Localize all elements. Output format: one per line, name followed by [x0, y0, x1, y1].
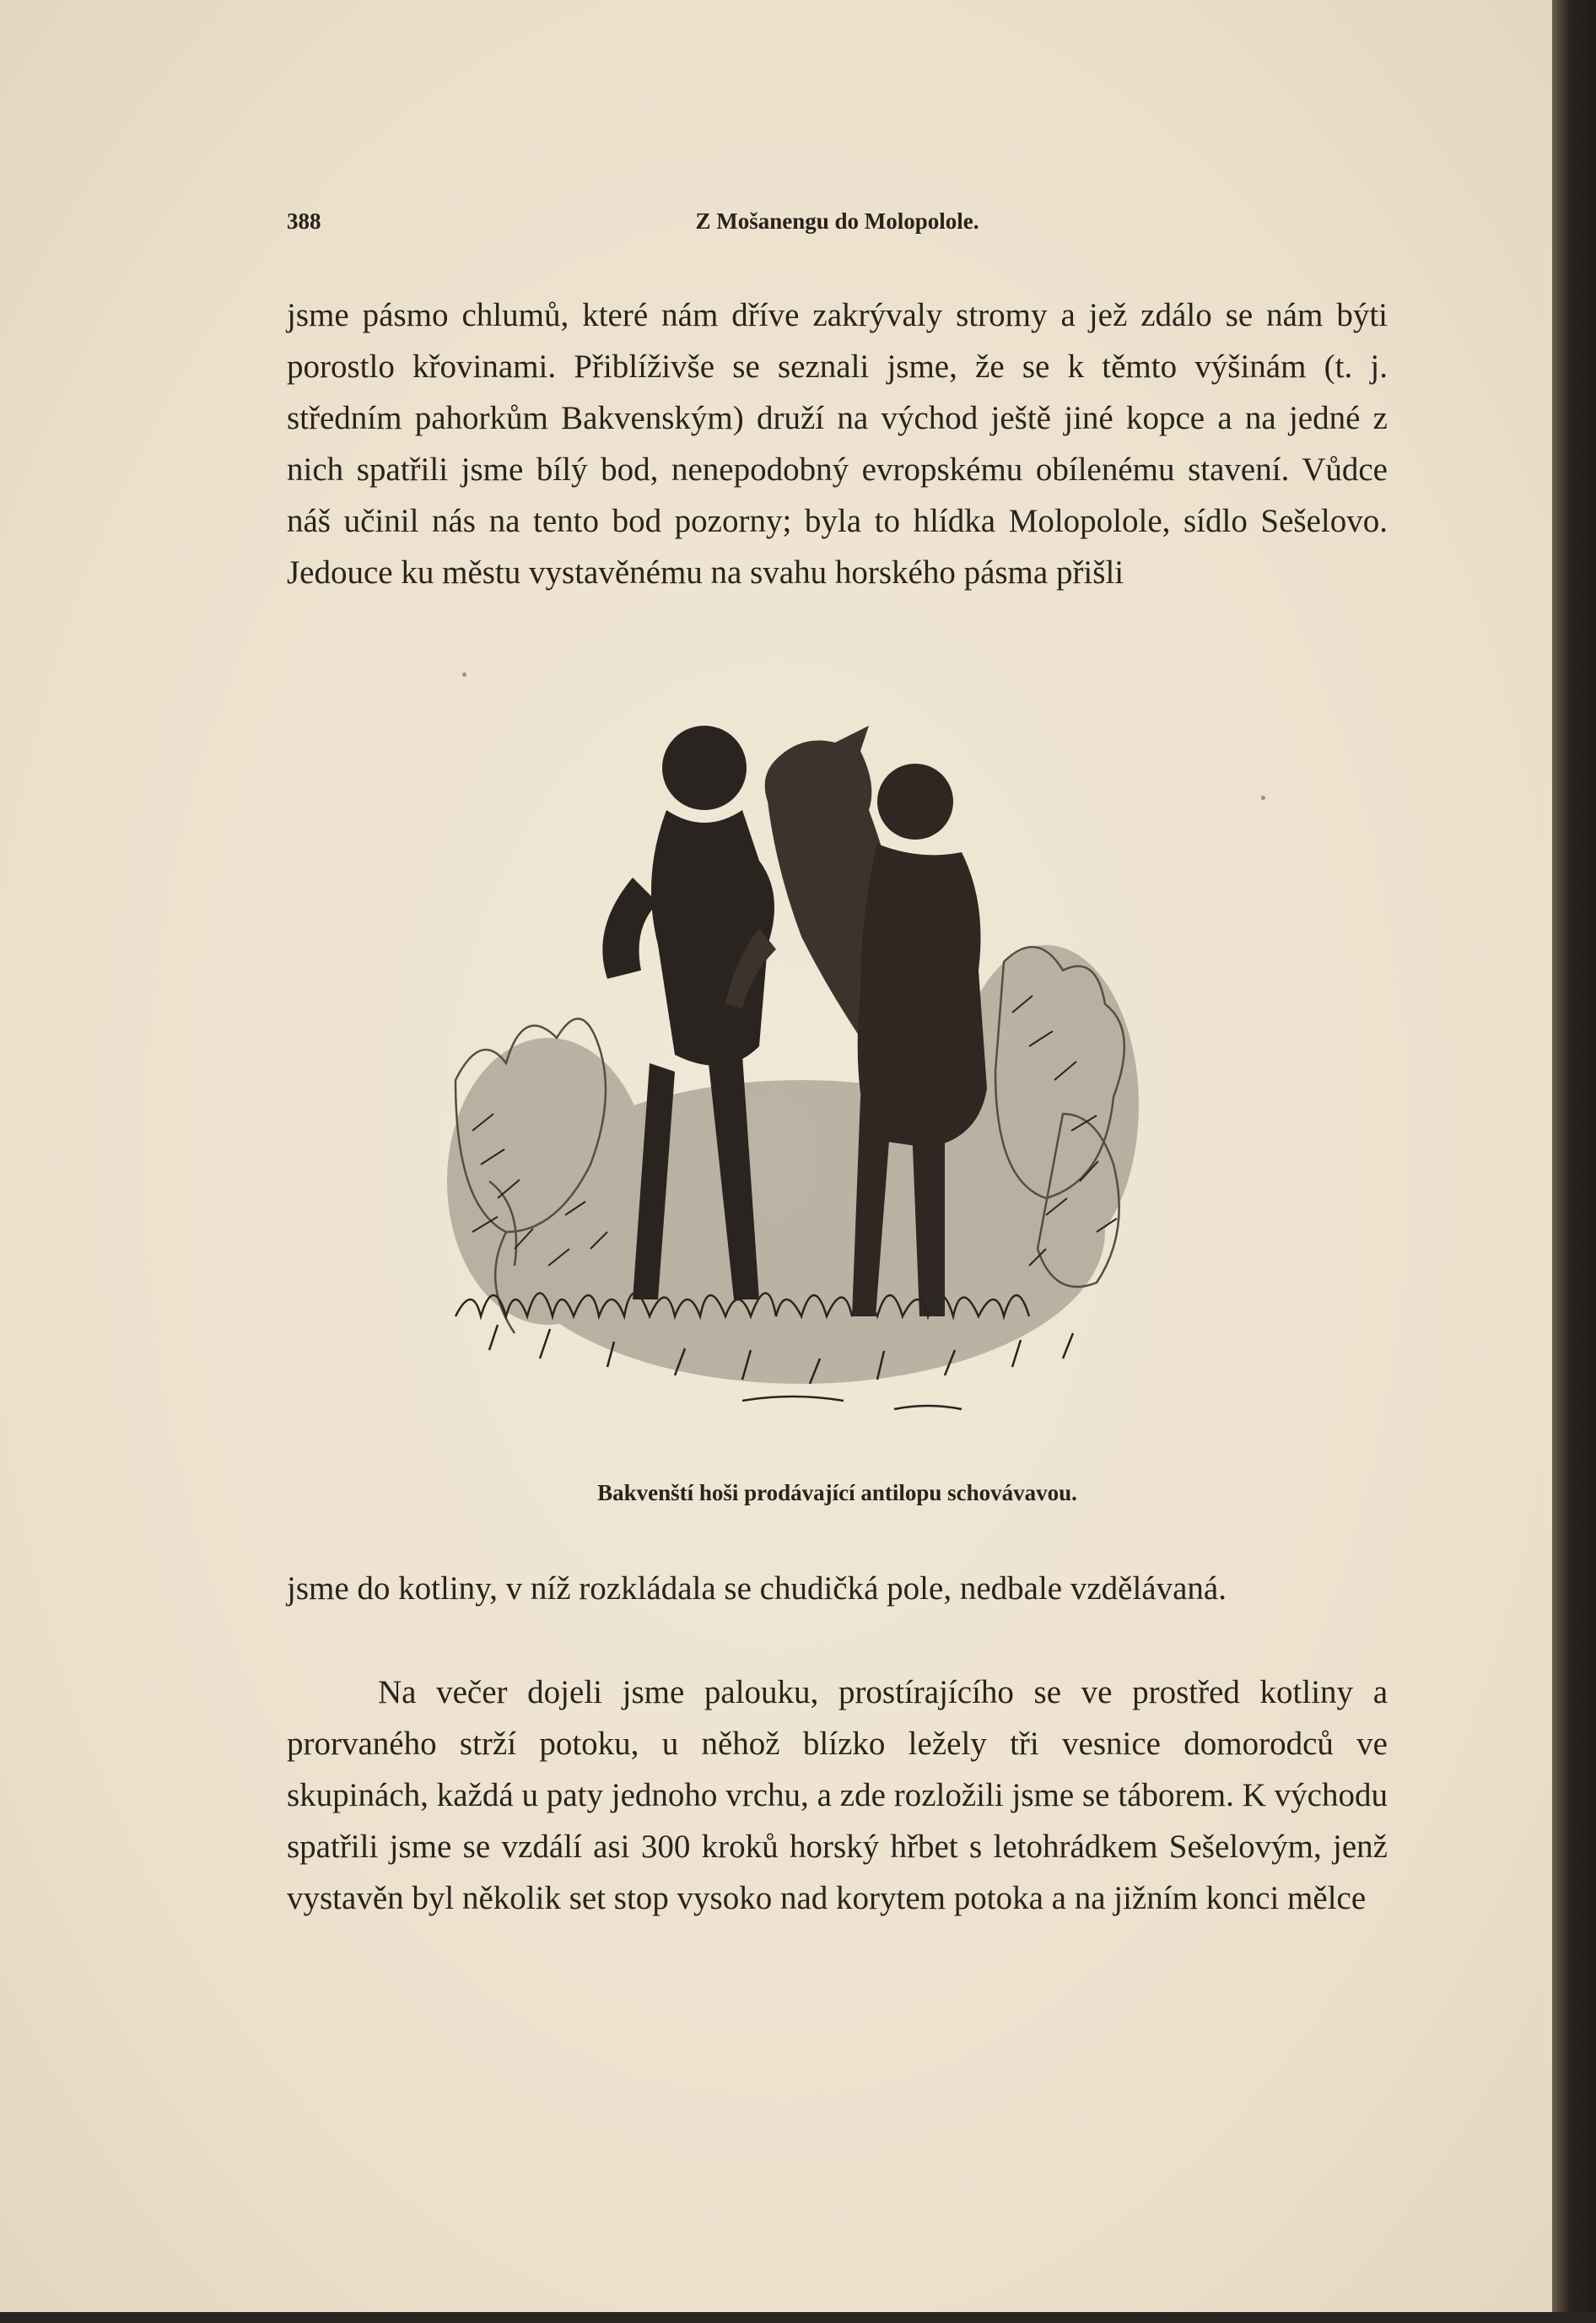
book-spine-edge	[1552, 0, 1596, 2323]
bush-shading	[447, 945, 1139, 1384]
running-title: Z Mošanengu do Molopolole.	[695, 208, 979, 234]
figure-caption: Bakvenští hoši prodávající antilopu schovávavou.	[597, 1480, 1077, 1505]
paragraph-2: jsme do kotliny, v níž rozkládala se chudičká pole, nedbale vzdělávaná.	[287, 1570, 1227, 1607]
paper-speck	[1261, 796, 1265, 800]
engraving-illustration	[422, 709, 1181, 1451]
scan-bottom-edge	[0, 2312, 1596, 2323]
paragraph-3: Na večer dojeli jsme palouku, prostírajícího se ve prostřed kotliny a prorvaného strží potoku, u něhož blízko ležely tři vesnice domorodců ve skupinách, každá u paty jednoho vrchu, a zde rozložili jsme se táborem. K východu spatřili jsme se vzdálí asi 300 kroků horský hřbet s letohrádkem Sešelovým, jenž vystavěn byl několik set stop vysoko nad korytem potoka a na jižním konci mělce	[287, 1674, 1388, 1916]
page-header	[287, 208, 1388, 242]
paper-speck	[462, 673, 466, 677]
paragraph-1: jsme pásmo chlumů, které nám dříve zakrývaly stromy a jež zdálo se nám býti porostlo křovinami. Přiblíživše se seznali jsme, že se k těmto výšinám (t. j. středním pahorkům Bakvenským) druží na východ ještě jiné kopce a na jedné z nich spatřili jsme bílý bod, nenepodobný evropskému obílenému stavení. Vůdce náš učinil nás na tento bod pozorny; byla to hlídka Molopolole, sídlo Sešelovo. Jedouce ku městu vystavěnému na svahu horského pásma přišli	[287, 297, 1388, 591]
page-number: 388	[287, 208, 321, 234]
